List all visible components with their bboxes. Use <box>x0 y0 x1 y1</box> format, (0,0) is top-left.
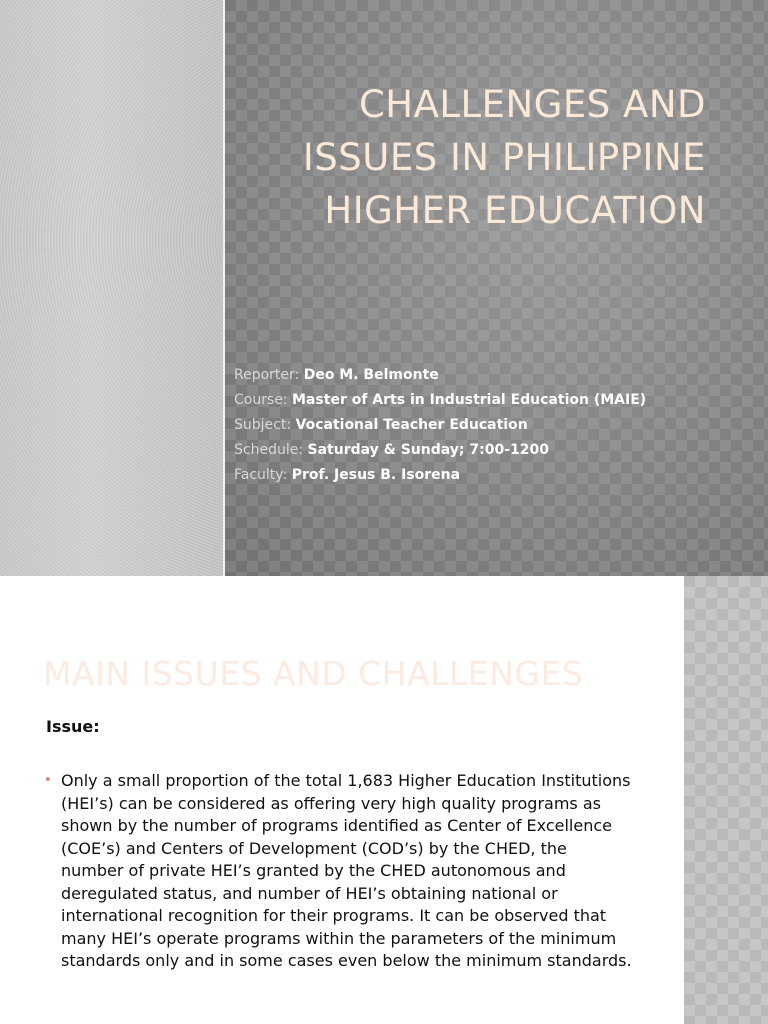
presentation-title: CHALLENGES AND ISSUES IN PHILIPPINE HIGHER EDUCATION <box>302 83 706 232</box>
info-value: Prof. Jesus B. Isorena <box>291 467 461 483</box>
issue-label: Issue: <box>46 717 100 736</box>
bullet-item <box>44 770 634 973</box>
info-label: Reporter: <box>234 367 304 383</box>
info-label: Faculty: <box>234 467 292 483</box>
info-row-schedule <box>234 438 646 463</box>
slide-heading: MAIN ISSUES AND CHALLENGES <box>43 654 584 693</box>
info-value: Deo M. Belmonte <box>303 367 439 383</box>
right-decor-strip <box>684 576 768 1024</box>
bullet-text: Only a small proportion of the total 1,683 Higher Education Institutions (HEI’s) can be considered as offering very high quality programs as shown by the number of programs identified as Center of Excellence (COE’s) and Centers of Development (COD’s) by the CHED, the number of private HEI’s granted by the CHED autonomous and deregulated status, and number of HEI’s obtaining national or international recognition for their programs. It can be observed that many HEI’s operate programs within the parameters of the minimum standards only and in some cases even below the minimum standards. <box>61 771 632 970</box>
info-row-subject <box>234 413 646 438</box>
bullet-dot-icon: • <box>44 773 52 788</box>
issues-slide <box>0 576 768 1024</box>
info-row-reporter <box>234 363 646 388</box>
info-value: Saturday & Sunday; 7:00-1200 <box>307 442 549 458</box>
info-label: Subject: <box>234 417 296 433</box>
info-row-faculty <box>234 463 646 488</box>
left-decor-panel <box>0 0 223 576</box>
presenter-info <box>234 363 646 488</box>
info-value: Master of Arts in Industrial Education (MAIE) <box>292 392 647 408</box>
info-label: Schedule: <box>234 442 308 458</box>
info-value: Vocational Teacher Education <box>295 417 528 433</box>
info-row-course <box>234 388 646 413</box>
info-label: Course: <box>234 392 293 408</box>
